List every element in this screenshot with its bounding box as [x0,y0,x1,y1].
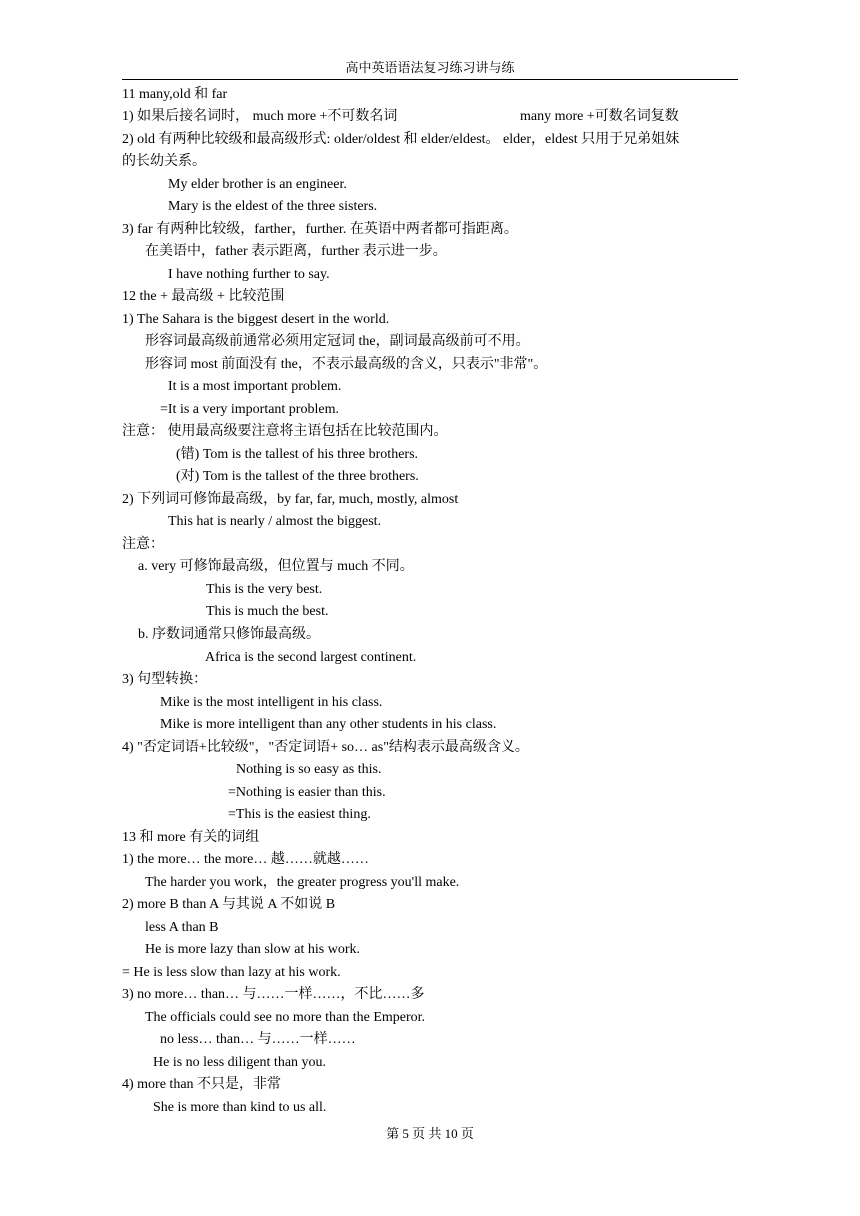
text-line: many more +可数名词复数 [520,109,679,124]
section-12-heading: 12 the + 最高级 + 比较范围 [122,289,285,304]
text-line: 形容词最高级前通常必须用定冠词 the，副词最高级前可不用。 [145,334,530,349]
example-sentence: He is more lazy than slow at his work. [145,942,361,957]
text-line: 形容词 most 前面没有 the，不表示最高级的含义，只表示"非常"。 [145,357,548,372]
example-sentence: This hat is nearly / almost the biggest. [168,514,382,529]
example-sentence: The harder you work，the greater progress you'll make. [145,875,460,890]
example-sentence: The officials could see no more than the Emperor. [145,1010,426,1025]
note-line: 注意： [122,537,164,552]
example-sentence: She is more than kind to us all. [153,1100,327,1115]
example-sentence: Mike is the most intelligent in his class. [160,695,383,710]
text-line: 2) old 有两种比较级和最高级形式: older/oldest 和 elder/eldest。 elder，eldest 只用于兄弟姐妹 [122,132,680,147]
example-sentence: Mary is the eldest of the three sisters. [168,199,378,214]
text-line: 在美语中，father 表示距离，further 表示进一步。 [145,244,447,259]
example-sentence: This is the very best. [206,582,323,597]
text-line: b. 序数词通常只修饰最高级。 [138,627,320,642]
page-number-footer: 第 5 页 共 10 页 [386,1126,474,1141]
example-sentence: =Nothing is easier than this. [228,785,386,800]
text-line: 1) The Sahara is the biggest desert in the world. [122,312,390,327]
text-line: 1) the more… the more… 越……就越…… [122,852,369,867]
example-sentence: This is much the best. [206,604,329,619]
example-sentence: = He is less slow than lazy at his work. [122,965,341,980]
text-line: 的长幼关系。 [122,154,206,169]
text-line: 3) far 有两种比较级，farther，further. 在英语中两者都可指距离。 [122,222,518,237]
text-line: less A than B [145,920,219,935]
example-sentence: =This is the easiest thing. [228,807,371,822]
example-sentence: (对) Tom is the tallest of the three brothers. [176,469,419,484]
section-11-heading: 11 many,old 和 far [122,87,228,102]
example-sentence: =It is a very important problem. [160,402,339,417]
text-line: no less… than… 与……一样…… [160,1032,356,1047]
section-13-heading: 13 和 more 有关的词组 [122,830,260,845]
example-sentence: Mike is more intelligent than any other students in his class. [160,717,497,732]
example-sentence: My elder brother is an engineer. [168,177,347,192]
text-line: 4) "否定词语+比较级"，"否定词语+ so… as"结构表示最高级含义。 [122,740,529,755]
example-sentence: It is a most important problem. [168,379,342,394]
text-line: a. very 可修饰最高级，但位置与 much 不同。 [138,559,414,574]
example-sentence: Nothing is so easy as this. [236,762,382,777]
example-sentence: I have nothing further to say. [168,267,330,282]
text-line: 2) more B than A 与其说 A 不如说 B [122,897,336,912]
note-line: 注意： 使用最高级要注意将主语包括在比较范围内。 [122,424,448,439]
text-line: 4) more than 不只是，非常 [122,1077,282,1092]
example-sentence: He is no less diligent than you. [153,1055,327,1070]
text-line: 2) 下列词可修饰最高级，by far, far, much, mostly, almost [122,492,459,507]
text-line: 3) no more… than… 与……一样……，不比……多 [122,987,425,1002]
example-sentence: Africa is the second largest continent. [205,650,417,665]
text-line: 1) 如果后接名词时， much more +不可数名词 [122,109,398,124]
page-header-title: 高中英语语法复习练习讲与练 [345,60,515,75]
header-rule [122,79,738,80]
example-sentence: (错) Tom is the tallest of his three brothers. [176,447,419,462]
text-line: 3) 句型转换： [122,672,208,687]
